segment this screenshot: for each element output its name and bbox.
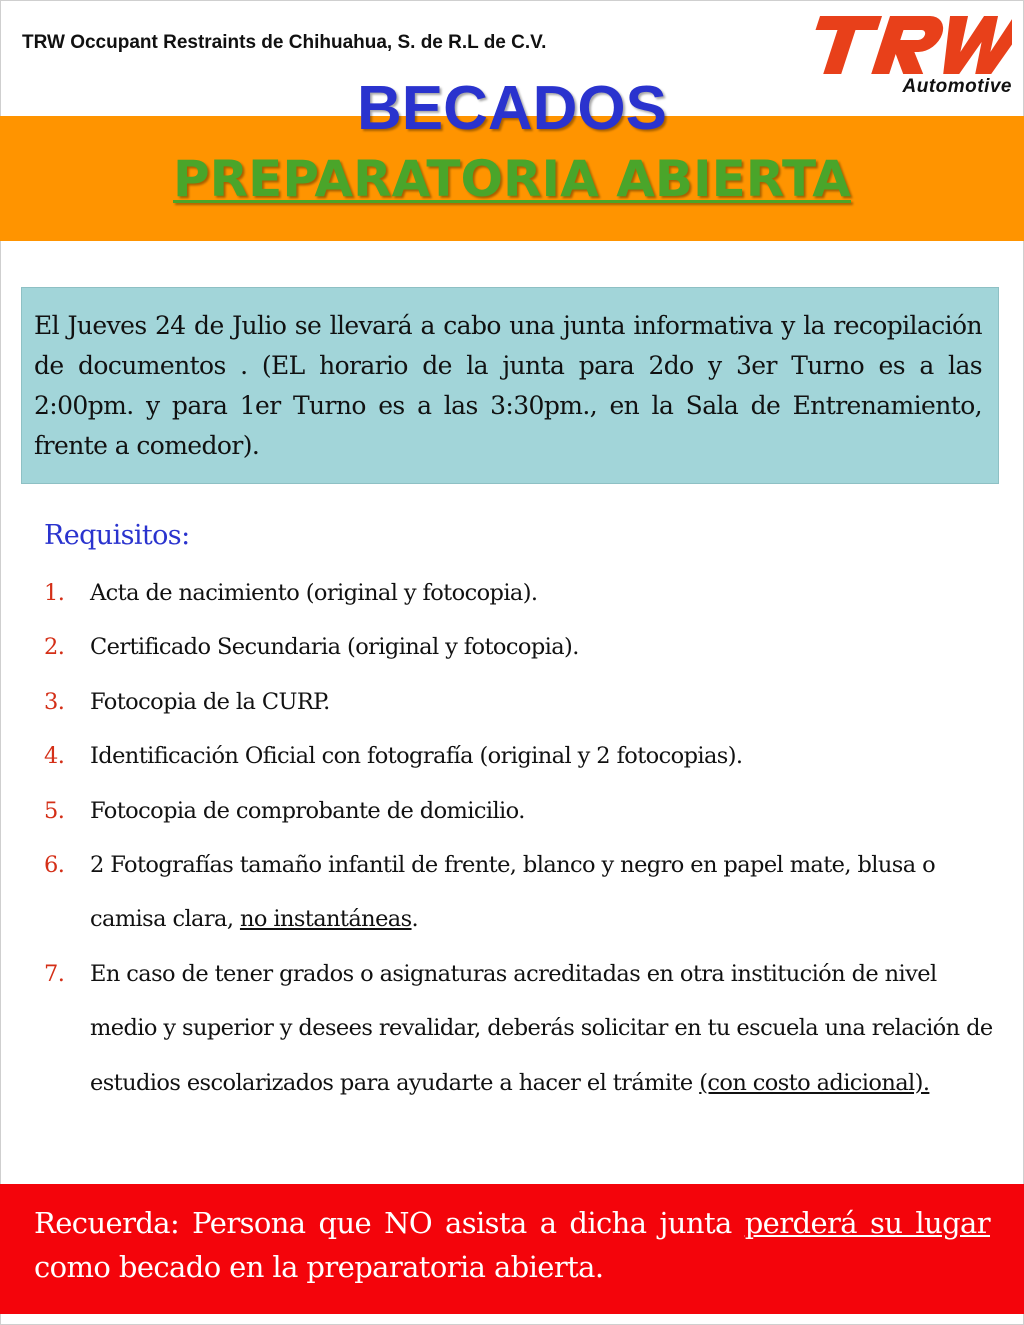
reminder-text-part: Recuerda: Persona que NO asista a dicha junta — [34, 1206, 745, 1240]
list-item-number: 1. — [44, 580, 65, 606]
list-item-text: Fotocopia de comprobante de domicilio. — [90, 797, 525, 824]
list-item-text — [44, 947, 1004, 1110]
reminder-text — [34, 1201, 990, 1289]
list-item — [44, 566, 1004, 620]
meeting-info-box — [21, 287, 999, 484]
requirements-title: Requisitos: — [44, 520, 190, 551]
logo-subtext: Automotive — [902, 76, 1012, 97]
list-item — [44, 838, 1004, 947]
list-item-text-part: 2 Fotografías tamaño infantil de frente, blanco y negro en papel mate, blusa o camisa clara, — [90, 852, 936, 933]
list-item-number: 6. — [44, 852, 65, 879]
reminder-underlined-text: perderá su lugar — [744, 1206, 990, 1240]
list-item-text-part: En caso de tener grados o asignaturas acreditadas en otra institución de nivel medio y superior y desees revalidar, deberás solicitar en tu escuela una relación de estudios escolarizados para ayudarte a hacer el trámite — [90, 960, 993, 1096]
list-item-number: 3. — [44, 688, 65, 715]
list-item — [44, 729, 1004, 783]
list-item-text: Identificación Oficial con fotografía (original y 2 fotocopias). — [90, 743, 743, 770]
list-item-number: 5. — [44, 797, 65, 824]
list-item-underlined-text: (con costo adicional). — [699, 1069, 930, 1096]
list-item-text: Certificado Secundaria (original y fotocopia). — [90, 634, 579, 661]
list-item-text — [44, 838, 1004, 947]
page-title: BECADOS — [356, 74, 668, 143]
list-item-number: 7. — [44, 960, 65, 987]
list-item-text-part: . — [411, 906, 419, 933]
list-item — [44, 784, 1004, 838]
page-subtitle: PREPARATORIA ABIERTA — [173, 150, 851, 208]
list-item-text: Fotocopia de la CURP. — [90, 688, 330, 715]
list-item-number: 4. — [44, 743, 65, 770]
list-item-number: 2. — [44, 634, 65, 661]
list-item-underlined-text: no instantáneas — [239, 906, 412, 933]
requirements-list — [44, 566, 1004, 1110]
reminder-text-part: como becado en la preparatoria abierta. — [34, 1250, 604, 1284]
list-item — [44, 675, 1004, 729]
list-item-text: Acta de nacimiento (original y fotocopia). — [90, 580, 538, 606]
trw-logo-mark — [800, 10, 1012, 80]
list-item — [44, 620, 1004, 674]
company-name: TRW Occupant Restraints de Chihuahua, S. de R.L de C.V. — [22, 32, 547, 53]
list-item — [44, 947, 1004, 1110]
meeting-info-text: El Jueves 24 de Julio se llevará a cabo una junta informativa y la recopilación de documentos . (EL horario de la junta para 2do y 3er Turno es a las 2:00pm. y para 1er Turno es a las 3:30pm., en la Sala de Entrenamiento, frente a comedor). — [34, 311, 982, 460]
